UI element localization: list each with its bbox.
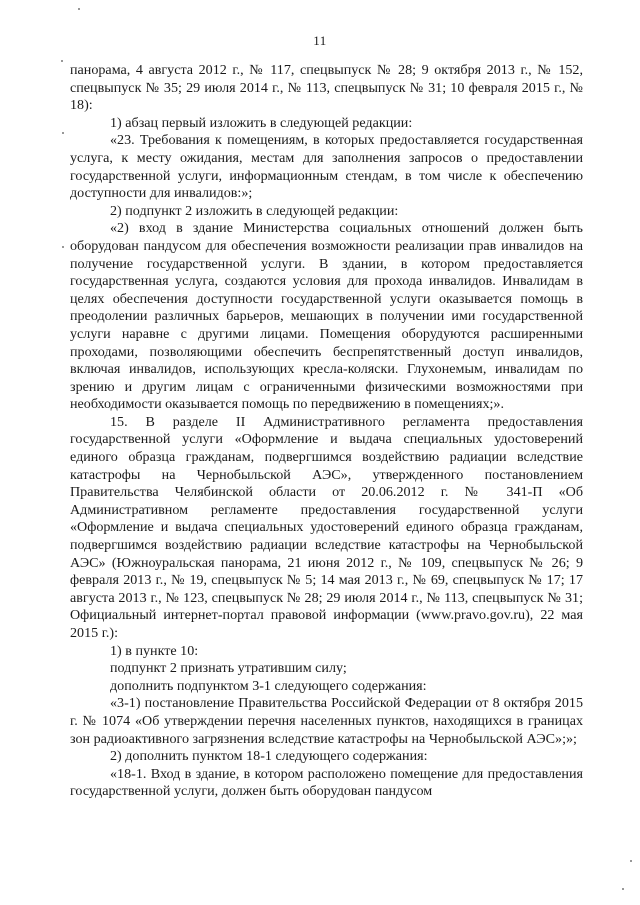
- document-body: [70, 62, 583, 801]
- paragraph-amendment-1: 1) абзац первый изложить в следующей редакции:: [110, 114, 413, 131]
- paragraph-section-15: 15. В разделе II Административного регламента предоставления государственной услуги «Оформление и выдача специальных удостоверений единого образца гражданам, подвергшимся воздействию радиации вследствие катастрофы на Чернобыльской АЭС», утвержденного постановлением Правительства Челябинской области от 20.06.2012 г. № 341-П «Об Административном регламенте предоставления государственной услуги «Оформление и выдача специальных удостоверений единого образца гражданам, подвергшимся воздействию радиации вследствие катастрофы на Чернобыльской АЭС» (Южноуральская панорама, 21 июня 2012 г., № 109, спецвыпуск № 26; 9 февраля 2013 г., № 19, спецвыпуск № 5; 14 мая 2013 г., № 69, спецвыпуск № 17; 17 августа 2013 г., № 123, спецвыпуск № 28; 29 июля 2014 г., № 113, спецвыпуск № 31; Официальный интернет-портал правовой информации (www.pravo.gov.ru), 22 мая 2015 г.):: [70, 413, 583, 641]
- paragraph-quote-subpoint-2: «2) вход в здание Министерства социальных отношений должен быть оборудован пандусом для обеспечения возможности реализации прав инвалидов на получение государственной услуги. В здании, в котором предоставляется государственная услуга, создаются условия для прохода инвалидов. Инвалидам в целях обеспечения доступности государственной услуги оказывается помощь в преодолении различных барьеров, мешающих в получении ими государственной услуги наравне с другими лицами. Помещения оборудуются расширенными проходами, позволяющими обеспечить беспрепятственный доступ инвалидов, включая инвалидов, использующих кресла-коляски. Глухонемым, инвалидам по зрению и другим лицам с ограниченными физическими возможностями при необходимости оказывается помощь по передвижению в помещениях;».: [70, 220, 583, 413]
- scan-speck: [630, 860, 632, 862]
- scan-speck: [622, 888, 624, 890]
- scan-speck: [62, 246, 64, 248]
- scan-speck: [62, 132, 64, 134]
- paragraph-quote-23: «23. Требования к помещениям, в которых предоставляется государственная услуга, к месту ожидания, местам для заполнения запросов о предоставлении государственной услуги, информационным стендам, в том числе к обеспечению доступности для инвалидов:»;: [70, 132, 583, 202]
- page-number: 11: [313, 33, 327, 48]
- scan-speck: [61, 60, 63, 62]
- paragraph-add-subpoint: дополнить подпунктом 3-1 следующего содержания:: [110, 677, 427, 694]
- paragraph-add-point-18-1: 2) дополнить пунктом 18-1 следующего содержания:: [110, 748, 428, 765]
- paragraph-amendment-2: 2) подпункт 2 изложить в следующей редакции:: [110, 202, 399, 219]
- paragraph-quote-3-1: «3-1) постановление Правительства Российской Федерации от 8 октября 2015 г. № 1074 «Об утверждении перечня населенных пунктов, находящихся в границах зон радиоактивного загрязнения вследствие катастрофы на Чернобыльской АЭС»;»;: [70, 695, 583, 747]
- paragraph-repeal-subpoint-2: подпункт 2 признать утратившим силу;: [110, 660, 347, 677]
- paragraph-point-10: 1) в пункте 10:: [110, 642, 199, 659]
- scan-speck: [78, 8, 80, 10]
- paragraph-quote-18-1: «18-1. Вход в здание, в котором расположено помещение для предоставления государственной услуги, должен быть оборудован пандусом: [70, 765, 583, 800]
- paragraph-continuation: панорама, 4 августа 2012 г., № 117, спецвыпуск № 28; 9 октября 2013 г., № 152, спецвыпуск № 35; 29 июля 2014 г., № 113, спецвыпуск № 31; 10 февраля 2015 г., № 18):: [70, 62, 583, 114]
